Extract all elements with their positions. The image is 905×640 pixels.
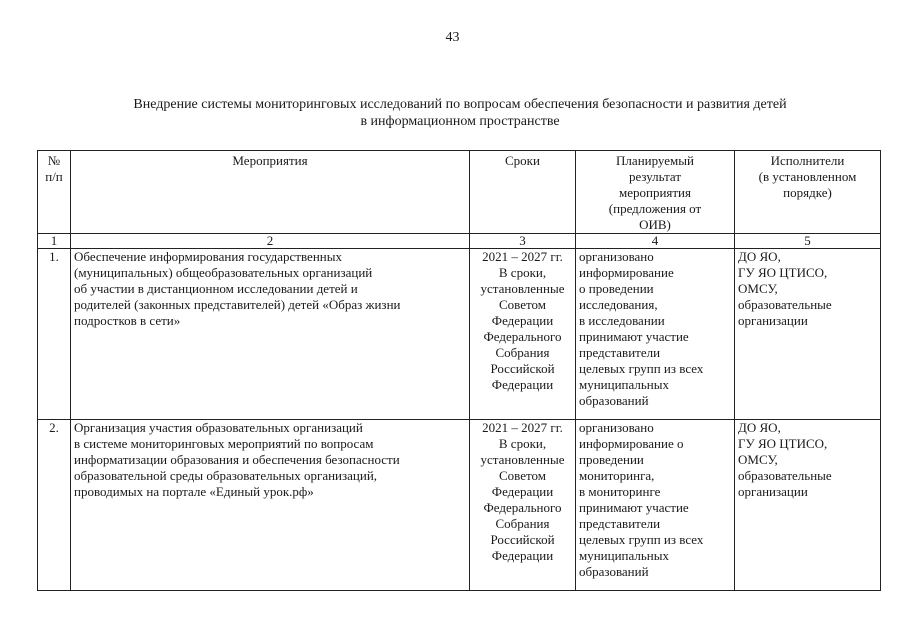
row-dates bbox=[470, 420, 576, 591]
row-executors bbox=[735, 420, 881, 591]
result-line: информирование о bbox=[579, 436, 684, 451]
row-event bbox=[71, 420, 470, 591]
dates-line: Федерации bbox=[491, 313, 554, 328]
dates-line: Советом bbox=[499, 468, 546, 483]
row-executors bbox=[735, 249, 881, 420]
result-line: представители bbox=[579, 345, 661, 360]
dates-line: 2021 – 2027 гг. bbox=[482, 420, 563, 435]
result-line: образований bbox=[579, 393, 649, 408]
measures-table bbox=[37, 150, 881, 591]
header-result-line: мероприятия bbox=[618, 185, 691, 200]
row-event bbox=[71, 249, 470, 420]
dates-line: Федерального bbox=[483, 329, 562, 344]
result-line: в мониторинге bbox=[579, 484, 661, 499]
dates-line: 2021 – 2027 гг. bbox=[482, 249, 563, 264]
dates-line: Собрания bbox=[495, 516, 550, 531]
executors-line: ДО ЯО, bbox=[738, 249, 781, 264]
row-number: 1. bbox=[38, 249, 71, 420]
document-title-line-2: в информационном пространстве bbox=[360, 114, 560, 129]
event-line: подростков в сети» bbox=[74, 313, 181, 328]
result-line: целевых групп из всех bbox=[579, 532, 704, 547]
executors-line: ДО ЯО, bbox=[738, 420, 781, 435]
dates-line: установленные bbox=[480, 452, 565, 467]
row-dates bbox=[470, 249, 576, 420]
table-row bbox=[38, 249, 881, 420]
result-line: организовано bbox=[579, 249, 654, 264]
header-dates: Сроки bbox=[470, 151, 576, 234]
event-line: информатизации образования и обеспечения безопасности bbox=[74, 452, 400, 467]
dates-line: Федерации bbox=[491, 484, 554, 499]
result-line: организовано bbox=[579, 420, 654, 435]
result-line: в исследовании bbox=[579, 313, 665, 328]
result-line: целевых групп из всех bbox=[579, 361, 704, 376]
result-line: образований bbox=[579, 564, 649, 579]
dates-line: Советом bbox=[499, 297, 546, 312]
header-result-line: ОИВ) bbox=[639, 217, 671, 232]
header-num-line: п/п bbox=[45, 169, 63, 184]
header-result-line: Планируемый bbox=[616, 153, 694, 168]
result-line: муниципальных bbox=[579, 548, 670, 563]
header-executors-line: Исполнители bbox=[770, 153, 845, 168]
row-number: 2. bbox=[38, 420, 71, 591]
executors-line: организации bbox=[738, 484, 808, 499]
executors-line: образовательные bbox=[738, 297, 832, 312]
column-number: 1 bbox=[38, 234, 71, 249]
result-line: мониторинга, bbox=[579, 468, 655, 483]
event-line: в системе мониторинговых мероприятий по вопросам bbox=[74, 436, 374, 451]
result-line: представители bbox=[579, 516, 661, 531]
executors-line: образовательные bbox=[738, 468, 832, 483]
event-line: Организация участия образовательных организаций bbox=[74, 420, 363, 435]
page-number: 43 bbox=[445, 30, 460, 45]
executors-line: ОМСУ, bbox=[738, 281, 778, 296]
result-line: о проведении bbox=[579, 281, 654, 296]
row-result bbox=[576, 420, 735, 591]
header-result bbox=[576, 151, 735, 234]
column-number-row bbox=[38, 234, 881, 249]
dates-line: Собрания bbox=[495, 345, 550, 360]
header-executors bbox=[735, 151, 881, 234]
result-line: информирование bbox=[579, 265, 674, 280]
result-line: принимают участие bbox=[579, 500, 689, 515]
header-num bbox=[38, 151, 71, 234]
row-result bbox=[576, 249, 735, 420]
document-title-line-1: Внедрение системы мониторинговых исследований по вопросам обеспечения безопасности и развития детей bbox=[133, 97, 787, 112]
executors-line: организации bbox=[738, 313, 808, 328]
dates-line: Федерального bbox=[483, 500, 562, 515]
dates-line: Федерации bbox=[491, 548, 554, 563]
event-line: проводимых на портале «Единый урок.рф» bbox=[74, 484, 314, 499]
dates-line: установленные bbox=[480, 281, 565, 296]
event-line: образовательной среды образовательных организаций, bbox=[74, 468, 378, 483]
dates-line: В сроки, bbox=[498, 436, 547, 451]
result-line: исследования, bbox=[579, 297, 658, 312]
dates-line: Российской bbox=[490, 532, 555, 547]
column-number: 4 bbox=[576, 234, 735, 249]
header-executors-line: порядке) bbox=[783, 185, 832, 200]
dates-line: В сроки, bbox=[498, 265, 547, 280]
table-header-row bbox=[38, 151, 881, 234]
result-line: принимают участие bbox=[579, 329, 689, 344]
header-executors-line: (в установленном bbox=[758, 169, 857, 184]
column-number: 2 bbox=[71, 234, 470, 249]
event-line: родителей (законных представителей) детей «Образ жизни bbox=[74, 297, 401, 312]
header-result-line: (предложения от bbox=[608, 201, 702, 216]
header-event: Мероприятия bbox=[71, 151, 470, 234]
executors-line: ГУ ЯО ЦТИСО, bbox=[738, 265, 828, 280]
column-number: 3 bbox=[470, 234, 576, 249]
event-line: Обеспечение информирования государственных bbox=[74, 249, 342, 264]
dates-line: Федерации bbox=[491, 377, 554, 392]
table-row bbox=[38, 420, 881, 591]
header-result-line: результат bbox=[628, 169, 682, 184]
result-line: муниципальных bbox=[579, 377, 670, 392]
result-line: проведении bbox=[579, 452, 644, 467]
event-line: (муниципальных) общеобразовательных организаций bbox=[74, 265, 373, 280]
executors-line: ГУ ЯО ЦТИСО, bbox=[738, 436, 828, 451]
event-line: об участии в дистанционном исследовании детей и bbox=[74, 281, 358, 296]
column-number: 5 bbox=[735, 234, 881, 249]
executors-line: ОМСУ, bbox=[738, 452, 778, 467]
dates-line: Российской bbox=[490, 361, 555, 376]
document-title bbox=[60, 96, 860, 130]
header-num-line: № bbox=[47, 153, 61, 168]
